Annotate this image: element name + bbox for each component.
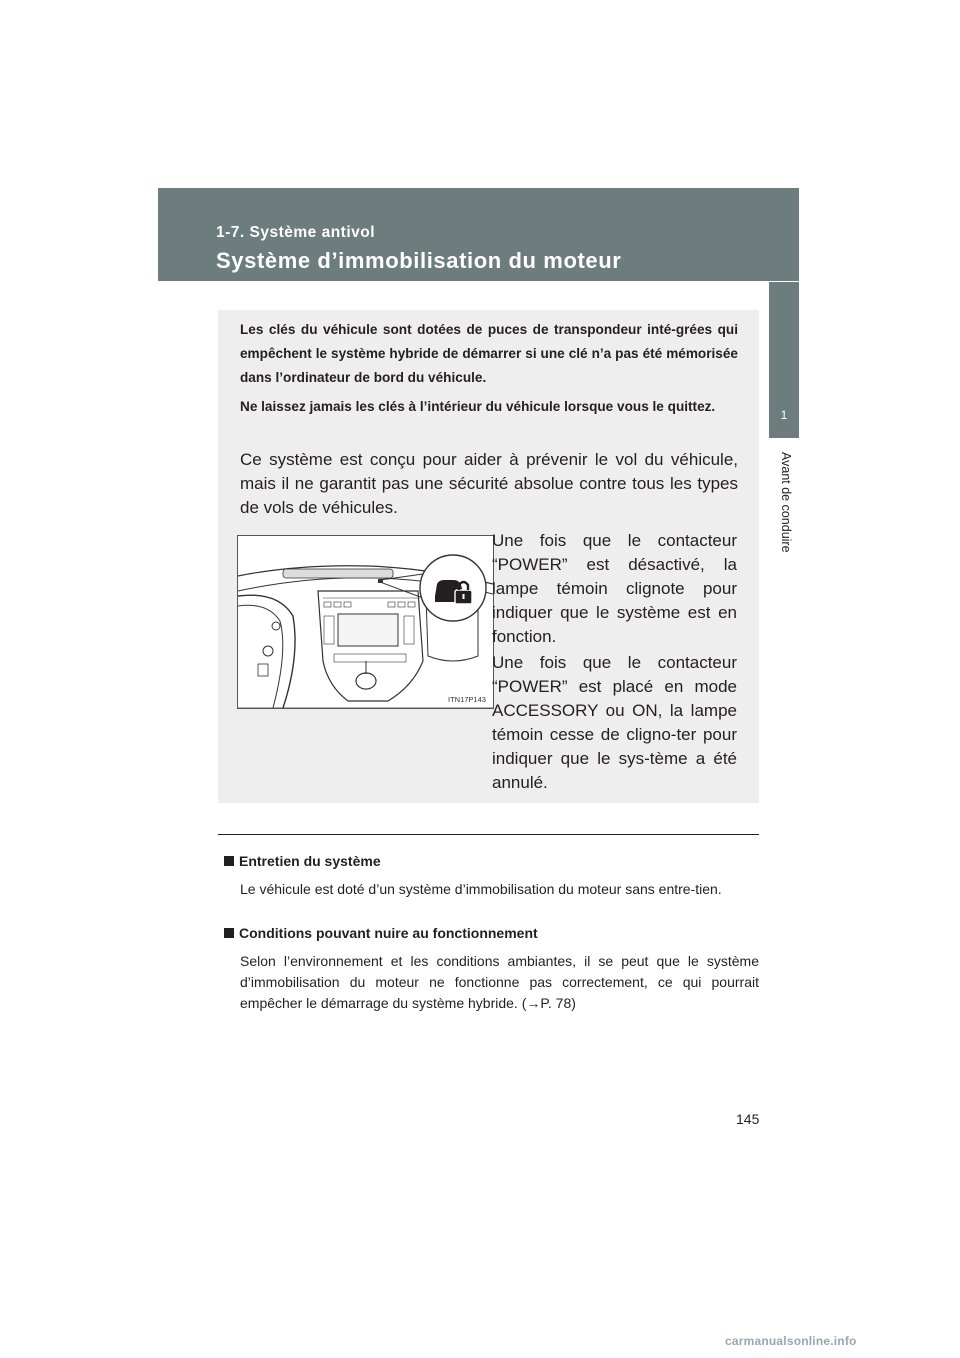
chapter-tab-label: Avant de conduire (779, 452, 793, 553)
dashboard-drawing (238, 536, 493, 708)
car-lock-icon (435, 580, 472, 604)
section-label: 1-7. Système antivol (216, 224, 376, 241)
note-body-maintenance: Le véhicule est doté d’un système d’immobilisation du moteur sans entre-tien. (240, 881, 722, 897)
page-title: Système d’immobilisation du moteur (216, 248, 622, 273)
note-heading-text: Entretien du système (239, 853, 381, 869)
power-off-paragraph: Une fois que le contacteur “POWER” est désactivé, la lampe témoin clignote pour indiquer que le système est en fonction. (492, 531, 737, 646)
intro-paragraph: Ce système est conçu pour aider à prévenir le vol du véhicule, mais il ne garantit pas une sécurité absolue contre tous les types de vols de véhicules. (240, 450, 738, 517)
intro-bold-paragraph-1: Les clés du véhicule sont dotées de puces de transpondeur inté-grées qui empêchent le système hybride de démarrer si une clé n’a pas été mémorisée dans l’ordinateur de bord du véhicule. (240, 322, 738, 385)
watermark: carmanualsonline.info (725, 1334, 857, 1348)
section-divider (218, 834, 759, 835)
note-heading-text: Conditions pouvant nuire au fonctionnement (239, 925, 538, 941)
figure-code: ITN17P143 (448, 695, 486, 704)
note-heading-maintenance (224, 853, 381, 869)
bullet-square-icon (224, 928, 234, 938)
bullet-square-icon (224, 856, 234, 866)
note-body-conditions: Selon l’environnement et les conditions ambiantes, il se peut que le système d’immobilisation du moteur ne fonctionne pas correctement, ce qui pourrait empêcher le démarrage du système hybride. (→P. 78) (240, 953, 759, 1011)
chapter-tab-number: 1 (780, 408, 788, 422)
chapter-header (158, 188, 799, 281)
intro-bold-paragraph-2: Ne laissez jamais les clés à l’intérieur du véhicule lorsque vous le quittez. (240, 399, 716, 414)
dashboard-illustration (237, 535, 494, 709)
page-number: 145 (736, 1111, 760, 1127)
power-on-paragraph: Une fois que le contacteur “POWER” est placé en mode ACCESSORY ou ON, la lampe témoin cesse de cligno-ter pour indiquer que le sys-tème a été annulé. (492, 653, 737, 792)
note-heading-conditions (224, 925, 538, 941)
intro-box (218, 310, 759, 803)
